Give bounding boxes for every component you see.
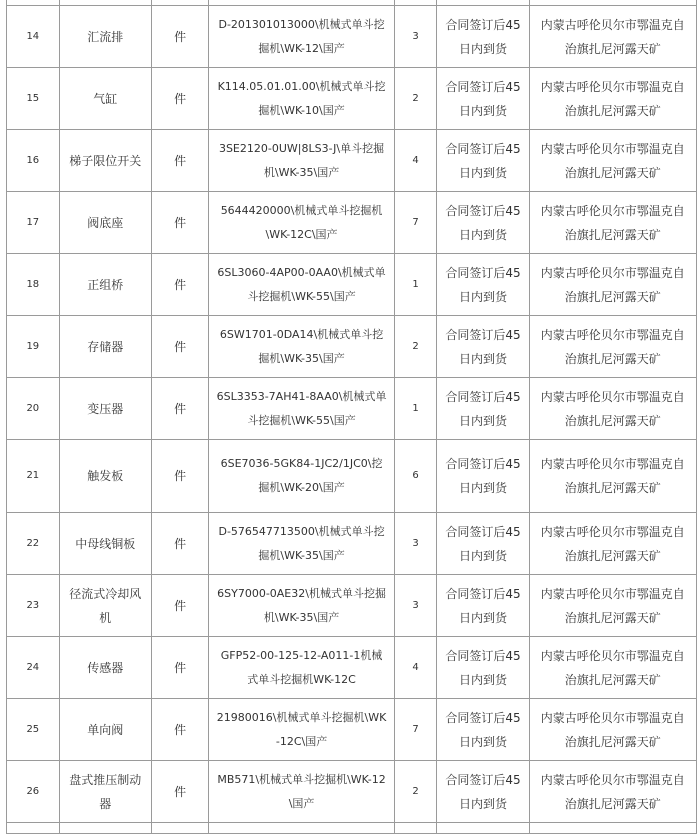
cell-number: 24 [7,637,60,699]
cell-number: 19 [7,316,60,378]
cell-quantity: 1 [394,254,437,316]
cell-unit: 件 [151,761,209,823]
cell-number: 21 [7,440,60,513]
cell-unit: 件 [151,316,209,378]
cell-item-name: 气缸 [59,68,151,130]
cell-unit: 件 [151,637,209,699]
cell-quantity: 3 [394,513,437,575]
table-row [7,130,697,192]
cell-number: 22 [7,513,60,575]
table-row [7,440,697,513]
cell-item-name: 盘式推压制动器 [59,761,151,823]
cell-quantity: 3 [394,6,437,68]
cell-model: 21980016\机械式单斗挖掘机\WK-12C\国产 [209,699,394,761]
cell-location: 内蒙古呼伦贝尔市鄂温克自治旗扎尼河露天矿 [529,440,696,513]
cell-delivery: 合同签订后45日内到货 [437,440,529,513]
cell-delivery: 合同签订后45日内到货 [437,637,529,699]
table-row [7,761,697,823]
cell-item-name: 单向阀 [59,699,151,761]
cell-unit: 件 [151,130,209,192]
cell-item-name: 存储器 [59,316,151,378]
cell-number: 23 [7,575,60,637]
cell-item-name: 阀底座 [59,192,151,254]
table-row [7,316,697,378]
cell-model: 6SL3060-4AP00-0AA0\机械式单斗挖掘机\WK-55\国产 [209,254,394,316]
cell-delivery: 合同签订后45日内到货 [437,192,529,254]
cell-quantity: 4 [394,637,437,699]
cell-model: 5644420000\机械式单斗挖掘机\WK-12C\国产 [209,192,394,254]
cell-unit: 件 [151,192,209,254]
cell-location: 内蒙古呼伦贝尔市鄂温克自治旗扎尼河露天矿 [529,68,696,130]
table-row [7,68,697,130]
cell-quantity: 2 [394,68,437,130]
cell-unit: 件 [151,575,209,637]
cell-model: 6SL3353-7AH41-8AA0\机械式单斗挖掘机\WK-55\国产 [209,378,394,440]
cell-unit: 件 [151,513,209,575]
cell-location: 内蒙古呼伦贝尔市鄂温克自治旗扎尼河露天矿 [529,575,696,637]
cell-location: 内蒙古呼伦贝尔市鄂温克自治旗扎尼河露天矿 [529,316,696,378]
cell-unit: 件 [151,68,209,130]
cell-location: 内蒙古呼伦贝尔市鄂温克自治旗扎尼河露天矿 [529,699,696,761]
cell-model: K114.05.01.01.00\机械式单斗挖掘机\WK-10\国产 [209,68,394,130]
cell-number: 25 [7,699,60,761]
cell-unit: 件 [151,6,209,68]
cell-location: 内蒙古呼伦贝尔市鄂温克自治旗扎尼河露天矿 [529,637,696,699]
cell-number: 16 [7,130,60,192]
table-row [7,378,697,440]
cell-model: D-201301013000\机械式单斗挖掘机\WK-12\国产 [209,6,394,68]
cell-item-name: 传感器 [59,637,151,699]
cell-location: 内蒙古呼伦贝尔市鄂温克自治旗扎尼河露天矿 [529,130,696,192]
table-row-partial [7,823,697,834]
table-row [7,6,697,68]
cell-item-name: 汇流排 [59,6,151,68]
cell-quantity: 7 [394,699,437,761]
cell-quantity: 7 [394,192,437,254]
cell-item-name: 梯子限位开关 [59,130,151,192]
cell-quantity: 4 [394,130,437,192]
cell-number: 18 [7,254,60,316]
cell-number: 14 [7,6,60,68]
cell-quantity: 1 [394,378,437,440]
cell-delivery: 合同签订后45日内到货 [437,699,529,761]
cell-delivery: 合同签订后45日内到货 [437,513,529,575]
cell-item-name: 触发板 [59,440,151,513]
cell-location: 内蒙古呼伦贝尔市鄂温克自治旗扎尼河露天矿 [529,513,696,575]
cell-model: 3SE2120-0UW|8LS3-J\单斗挖掘机\WK-35\国产 [209,130,394,192]
cell-item-name: 变压器 [59,378,151,440]
cell-location: 内蒙古呼伦贝尔市鄂温克自治旗扎尼河露天矿 [529,761,696,823]
cell-delivery: 合同签订后45日内到货 [437,761,529,823]
cell-unit: 件 [151,378,209,440]
cell-model: 6SY7000-0AE32\机械式单斗挖掘机\WK-35\国产 [209,575,394,637]
cell-delivery: 合同签订后45日内到货 [437,6,529,68]
cell-unit: 件 [151,699,209,761]
cell-quantity: 2 [394,761,437,823]
table-row [7,575,697,637]
cell-number: 26 [7,761,60,823]
cell-delivery: 合同签订后45日内到货 [437,130,529,192]
cell-unit: 件 [151,254,209,316]
cell-unit: 件 [151,440,209,513]
cell-location: 内蒙古呼伦贝尔市鄂温克自治旗扎尼河露天矿 [529,192,696,254]
cell-model: 6SE7036-5GK84-1JC2/1JC0\挖掘机\WK-20\国产 [209,440,394,513]
table-row [7,513,697,575]
cell-location: 内蒙古呼伦贝尔市鄂温克自治旗扎尼河露天矿 [529,6,696,68]
cell-model: D-576547713500\机械式单斗挖掘机\WK-35\国产 [209,513,394,575]
cell-delivery: 合同签订后45日内到货 [437,316,529,378]
cell-model: 6SW1701-0DA14\机械式单斗挖掘机\WK-35\国产 [209,316,394,378]
table-row [7,254,697,316]
cell-model: MB571\机械式单斗挖掘机\WK-12\国产 [209,761,394,823]
cell-item-name: 正组桥 [59,254,151,316]
cell-number: 15 [7,68,60,130]
cell-number: 20 [7,378,60,440]
cell-delivery: 合同签订后45日内到货 [437,378,529,440]
cell-location: 内蒙古呼伦贝尔市鄂温克自治旗扎尼河露天矿 [529,254,696,316]
cell-item-name: 中母线铜板 [59,513,151,575]
cell-delivery: 合同签订后45日内到货 [437,575,529,637]
procurement-table [6,0,697,834]
cell-delivery: 合同签订后45日内到货 [437,254,529,316]
cell-number: 17 [7,192,60,254]
cell-quantity: 2 [394,316,437,378]
cell-quantity: 6 [394,440,437,513]
cell-model: GFP52-00-125-12-A011-1机械式单斗挖掘机WK-12C [209,637,394,699]
cell-delivery: 合同签订后45日内到货 [437,68,529,130]
cell-location: 内蒙古呼伦贝尔市鄂温克自治旗扎尼河露天矿 [529,378,696,440]
table-row [7,637,697,699]
cell-item-name: 径流式冷却风机 [59,575,151,637]
table-row [7,699,697,761]
table-row [7,192,697,254]
cell-quantity: 3 [394,575,437,637]
